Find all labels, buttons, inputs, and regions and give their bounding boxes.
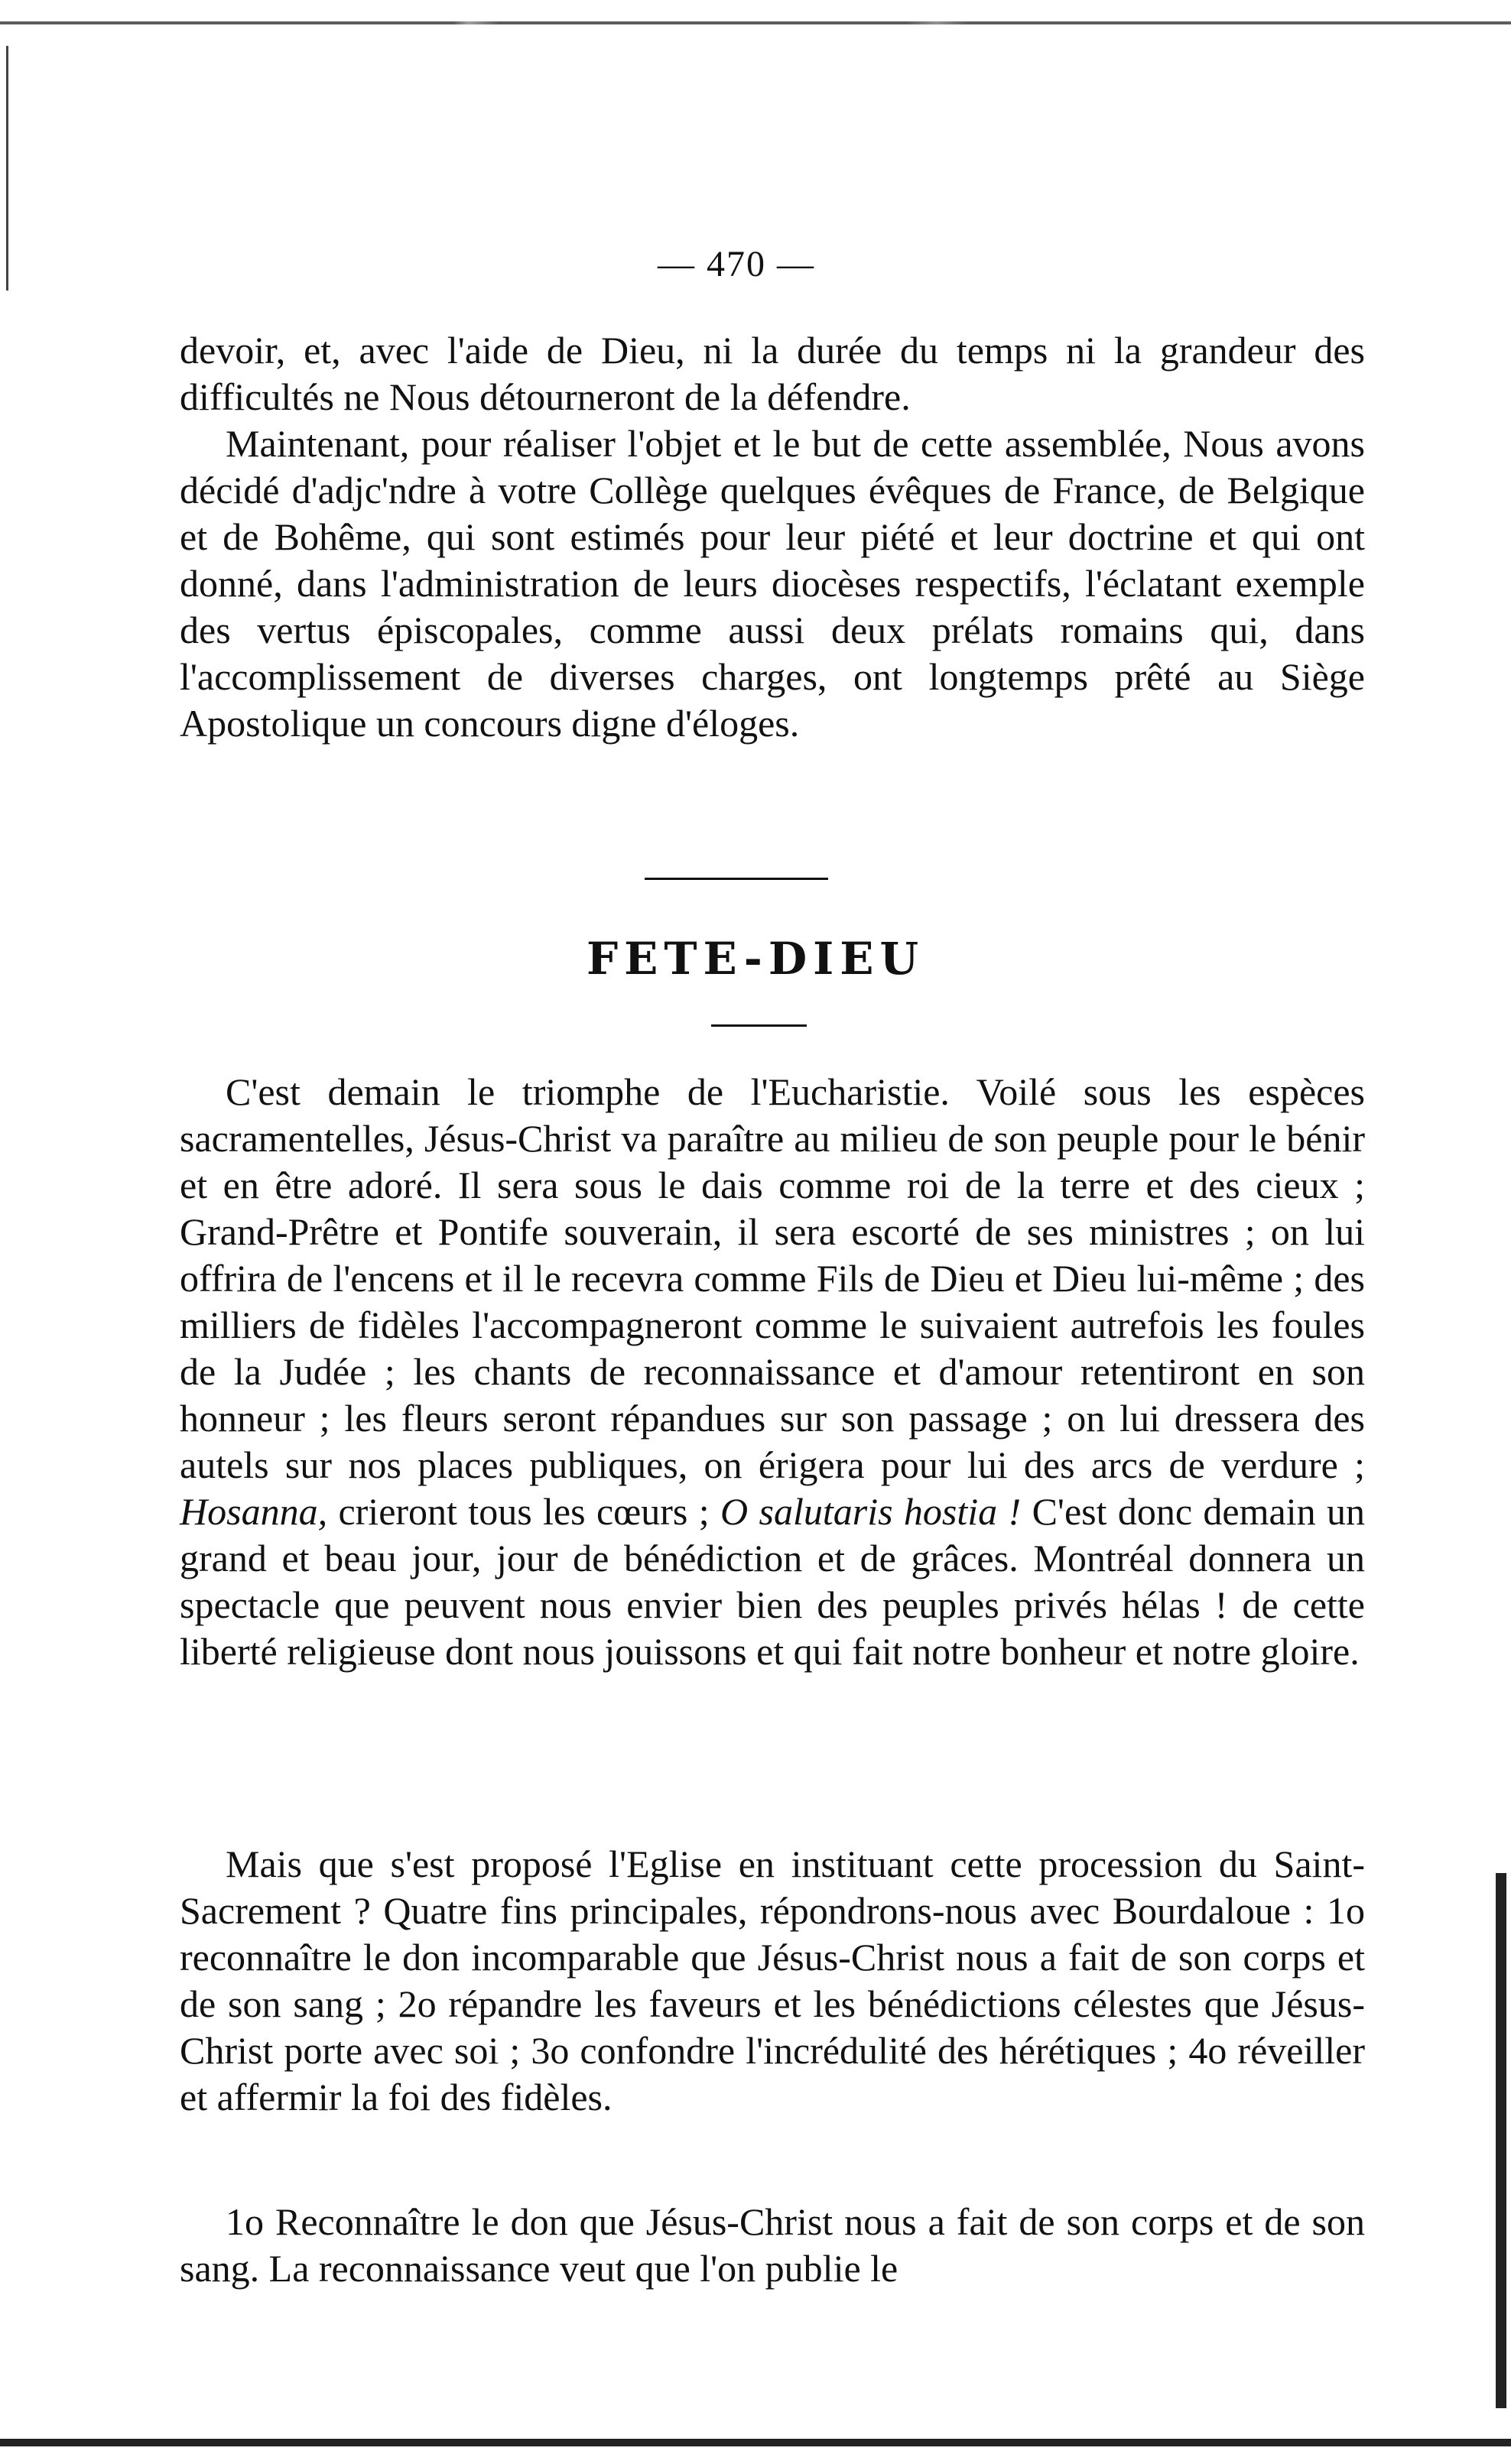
section-paragraph-2 bbox=[180, 1841, 1365, 2121]
paragraph-2-text: Mais que s'est proposé l'Eglise en instituant cette procession du Saint-Sacrement ? Quatre fins principales, répondrons-nous avec Bourdaloue : 1o reconnaître le don incomparable que Jésus-Christ nous a fait de son corps et de son sang ; 2o répandre les faveurs et les bénédictions célestes que Jésus-Christ porte avec soi ; 3o confondre l'incrédulité des hérétiques ; 4o réveiller et affermir la foi des fidèles. bbox=[180, 1842, 1365, 2118]
title-underline bbox=[711, 1024, 807, 1027]
section-paragraph-1 bbox=[180, 1069, 1365, 1675]
section-paragraph-3 bbox=[180, 2199, 1365, 2292]
paragraph-3-text: 1o Reconnaître le don que Jésus-Christ nous a fait de son corps et de son sang. La reconnaissance veut que l'on publie le bbox=[180, 2200, 1365, 2290]
salutaris-text: O salutaris hostia ! bbox=[720, 1490, 1022, 1533]
scan-right-edge bbox=[1496, 1873, 1506, 2408]
scan-top-edge bbox=[0, 21, 1511, 24]
scan-left-edge bbox=[6, 46, 8, 291]
continuation-first-paragraph: devoir, et, avec l'aide de Dieu, ni la durée du temps ni la grandeur des difficultés ne Nous détourneront de la défendre. bbox=[180, 329, 1365, 418]
hosanna-text: Hosanna, bbox=[180, 1490, 328, 1533]
scan-bottom-edge bbox=[0, 2439, 1511, 2446]
continuation-paragraph: Maintenant, pour réaliser l'objet et le but de cette assemblée, Nous avons décidé d'adjc'ndre à votre Collège quelques évêques de France, de Belgique et de Bohême, qui sont estimés pour leur piété et leur doctrine et qui ont donné, dans l'administration de leurs diocèses respectifs, l'éclatant exemple des vertus épiscopales, comme aussi deux prélats romains qui, dans l'accomplissement de diverses charges, ont longtemps prêté au Siège Apostolique un concours digne d'éloges. bbox=[180, 422, 1365, 745]
paragraph-1-text bbox=[180, 1069, 1365, 1675]
paragraph-1-part-c: C'est donc demain un grand et beau jour, jour de bénédiction et de grâces. Montréal donnera un spectacle que peuvent nous envier bien des peuples privés hélas ! de cette liberté religieuse dont nous jouissons et qui fait notre bonheur et notre gloire. bbox=[180, 1490, 1365, 1673]
section-title: FETE-DIEU bbox=[586, 933, 925, 985]
continuation-text bbox=[180, 327, 1365, 747]
section-separator bbox=[645, 878, 828, 880]
paragraph-1-part-a: C'est demain le triomphe de l'Eucharistie. Voilé sous les espèces sacramentelles, Jésus-Christ va paraître au milieu de son peuple pour le bénir et en être adoré. Il sera sous le dais comme roi de la terre et des cieux ; Grand-Prêtre et Pontife souverain, il sera escorté de ses ministres ; on lui offrira de l'encens et il le recevra comme Fils de Dieu et Dieu lui-même ; des milliers de fidèles l'accompagneront comme le suivaient autrefois les foules de la Judée ; les chants de reconnaissance et d'amour retentiront en son honneur ; les fleurs seront répandues sur son passage ; on lui dressera des autels sur nos places publiques, on érigera pour lui des arcs de verdure ; bbox=[180, 1070, 1365, 1486]
page-number: — 470 — bbox=[658, 244, 815, 284]
paragraph-1-part-b: crieront tous les cœurs ; bbox=[327, 1490, 721, 1533]
